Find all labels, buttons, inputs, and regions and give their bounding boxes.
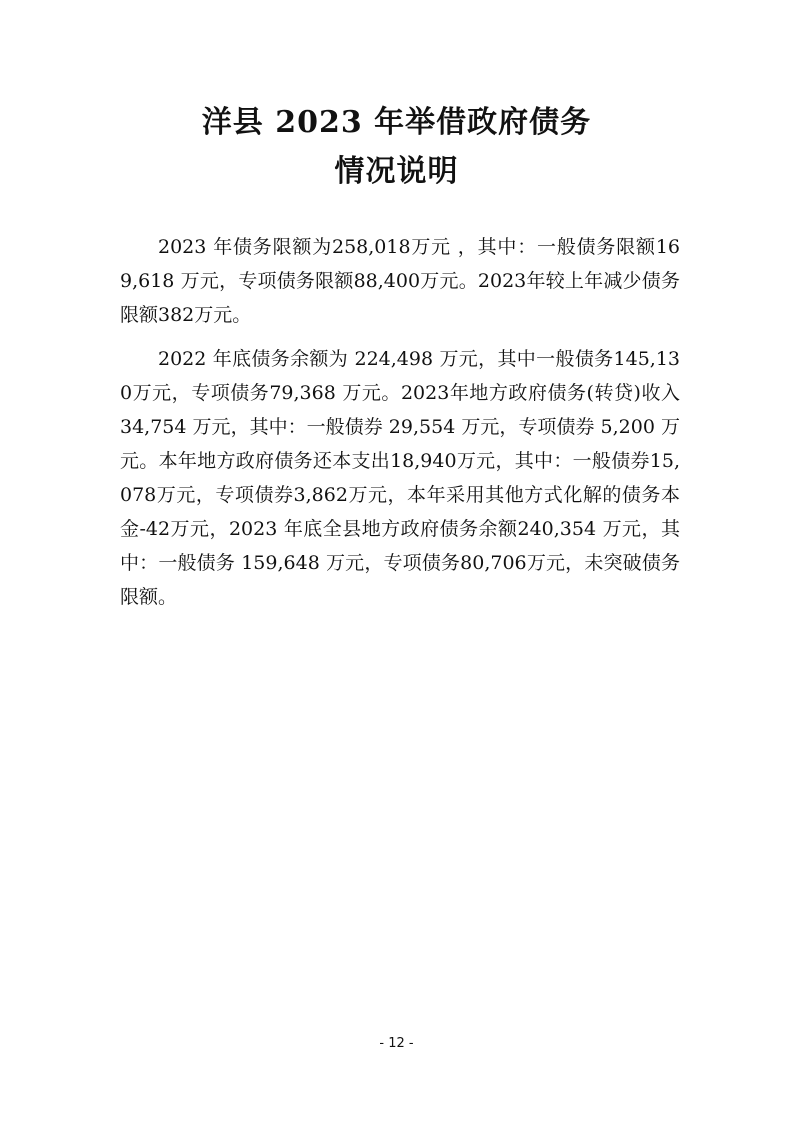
document-title-line-2: 情况说明 <box>334 154 459 189</box>
document-title-line-1: 洋县 2023 年举借政府债务 <box>201 105 592 140</box>
paragraph-debt-balance: 2022 年底债务余额为 224,498 万元，其中一般债务145,130万元，专项债务79,368 万元。2023年地方政府债务(转贷)收入 34,754 万元，其中：一般债券 29,554 万元，专项债券 5,200 万元。本年地方政府债务还本支出18,940万元，其中：一般债券15,078万元，专项债券3,862万元，本年采用其他方式化解的债务本金-42万元，2023 年底全县地方政府债务余额240,354 万元，其中：一般债务 159,648 万元，专项债务80,706万元，未突破债务限额。 <box>120 348 680 608</box>
page-number: - 12 - <box>379 1036 414 1051</box>
paragraph-debt-limit: 2023 年债务限额为258,018万元 ，其中：一般债务限额169,618 万元，专项债务限额88,400万元。2023年较上年减少债务限额382万元。 <box>120 236 680 326</box>
